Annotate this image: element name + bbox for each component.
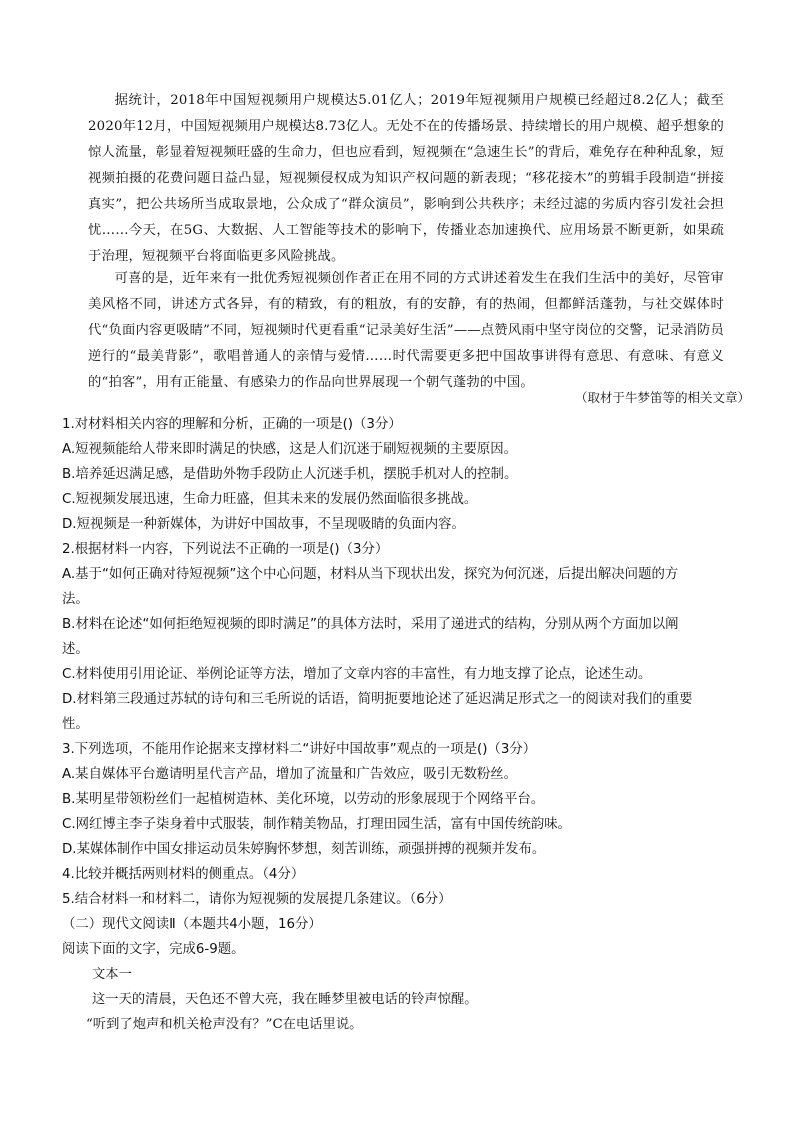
question-1: 1.对材料相关内容的理解和分析，正确的一项是()（3分） xyxy=(62,417,402,432)
passage-paragraph-1: 据统计，2018年中国短视频用户规模达5.01亿人；2019年短视频用户规模已经超过8.2亿人；截至2020年12月，中国短视频用户规模达8.73亿人。无处不在的传播场景、持续增长的用户规模、超乎想象的惊人流量，彰显着短视频旺盛的生命力，但也应看到，短视频在“急速生长”的背后，难免存在种种乱象，短视频拍摄的花费问题日益凸显，短视频侵权成为知识产权问题的新表现；“移花接木”的剪辑手段制造“拼接真实”，把公共场所当成取景地，公众成了“群众演员”，影响到公共秩序；未经过滤的劣质内容引发社会担忧……今天，在5G、大数据、人工智能等技术的影响下，传播业态加速换代、应用场景不断更新，如果疏于治理，短视频平台将面临更多风险挑战。 xyxy=(88,93,724,264)
reading-instruction: 阅读下面的文字，完成6-9题。 xyxy=(62,942,245,957)
question-2-option-c: C.材料使用引用论证、举例论证等方法，增加了文章内容的丰富性，有力地支撑了论点，论述生动。 xyxy=(62,667,652,682)
text-1-line-2: “听到了炮声和机关枪声没有？”C在电话里说。 xyxy=(86,1017,363,1032)
question-2-option-d: D.材料第三段通过苏轼的诗句和三毛所说的话语，简明扼要地论述了延迟满足形式之一的阅读对我们的重要 xyxy=(62,692,693,707)
question-2-option-b-cont: 述。 xyxy=(62,642,89,657)
question-2-option-d-cont: 性。 xyxy=(62,717,89,732)
question-2-option-a-cont: 法。 xyxy=(62,592,89,607)
question-5: 5.结合材料一和材料二，请你为短视频的发展提几条建议。（6分） xyxy=(62,892,452,907)
text-1-line-1: 这一天的清晨，天色还不曾大亮，我在睡梦里被电话的铃声惊醒。 xyxy=(92,992,478,1007)
passage-paragraph-2: 可喜的是，近年来有一批优秀短视频创作者正在用不同的方式讲述着发生在我们生活中的美好，尽管审美风格不同，讲述方式各异，有的精致，有的粗放，有的安静，有的热闹，但都鲜活蓬勃，与社交媒体时代“负面内容更吸睛”不同，短视频时代更看重“记录美好生活”——点赞风雨中坚守岗位的交警，记录消防员逆行的“最美背影”，歌唱普通人的亲情与爱情……时代需要更多把中国故事讲得有意思、有意味、有意义的“拍客”，用有正能量、有感染力的作品向世界展现一个朝气蓬勃的中国。 xyxy=(88,271,724,390)
question-3-option-b: B.某明星带领粉丝们一起植树造林、美化环境，以劳动的形象展现于个网络平台。 xyxy=(62,792,545,807)
question-1-option-c: C.短视频发展迅速，生命力旺盛，但其未来的发展仍然面临很多挑战。 xyxy=(62,492,478,507)
question-3-option-d: D.某媒体制作中国女排运动员朱婷胸怀梦想，刻苦训练，顽强拼搏的视频并发布。 xyxy=(62,842,546,857)
question-2: 2.根据材料一内容，下列说法不正确的一项是()（3分） xyxy=(62,542,389,557)
question-3-option-a: A.某自媒体平台邀请明星代言产品，增加了流量和广告效应，吸引无数粉丝。 xyxy=(62,767,518,782)
source-citation: （取材于牛梦笛等的相关文章） xyxy=(574,390,750,405)
question-1-option-a: A.短视频能给人带来即时满足的快感，这是人们沉迷于刷短视频的主要原因。 xyxy=(62,442,518,457)
question-4: 4.比较并概括两则材料的侧重点。（4分） xyxy=(62,867,305,882)
question-2-option-b: B.材料在论述“如何拒绝短视频的即时满足”的具体方法时，采用了递进式的结构，分别从两个方面加以阐 xyxy=(62,617,679,632)
text-1-title: 文本一 xyxy=(92,967,132,982)
section-heading-2: （二）现代文阅读Ⅱ（本题共4小题，16分） xyxy=(62,917,322,932)
question-1-option-d: D.短视频是一种新媒体，为讲好中国故事，不呈现吸睛的负面内容。 xyxy=(62,517,465,532)
question-3-option-c: C.网红博主李子柒身着中式服装，制作精美物品，打理田园生活，富有中国传统韵味。 xyxy=(62,817,572,832)
question-2-option-a: A.基于“如何正确对待短视频”这个中心问题，材料从当下现状出发，探究为何沉迷，后提出解决问题的方 xyxy=(62,567,679,582)
question-1-option-b: B.培养延迟满足感，是借助外物手段防止人沉迷手机，摆脱手机对人的控制。 xyxy=(62,467,518,482)
question-3: 3.下列选项，不能用作论据来支撑材料二“讲好中国故事”观点的一项是()（3分） xyxy=(62,742,537,757)
